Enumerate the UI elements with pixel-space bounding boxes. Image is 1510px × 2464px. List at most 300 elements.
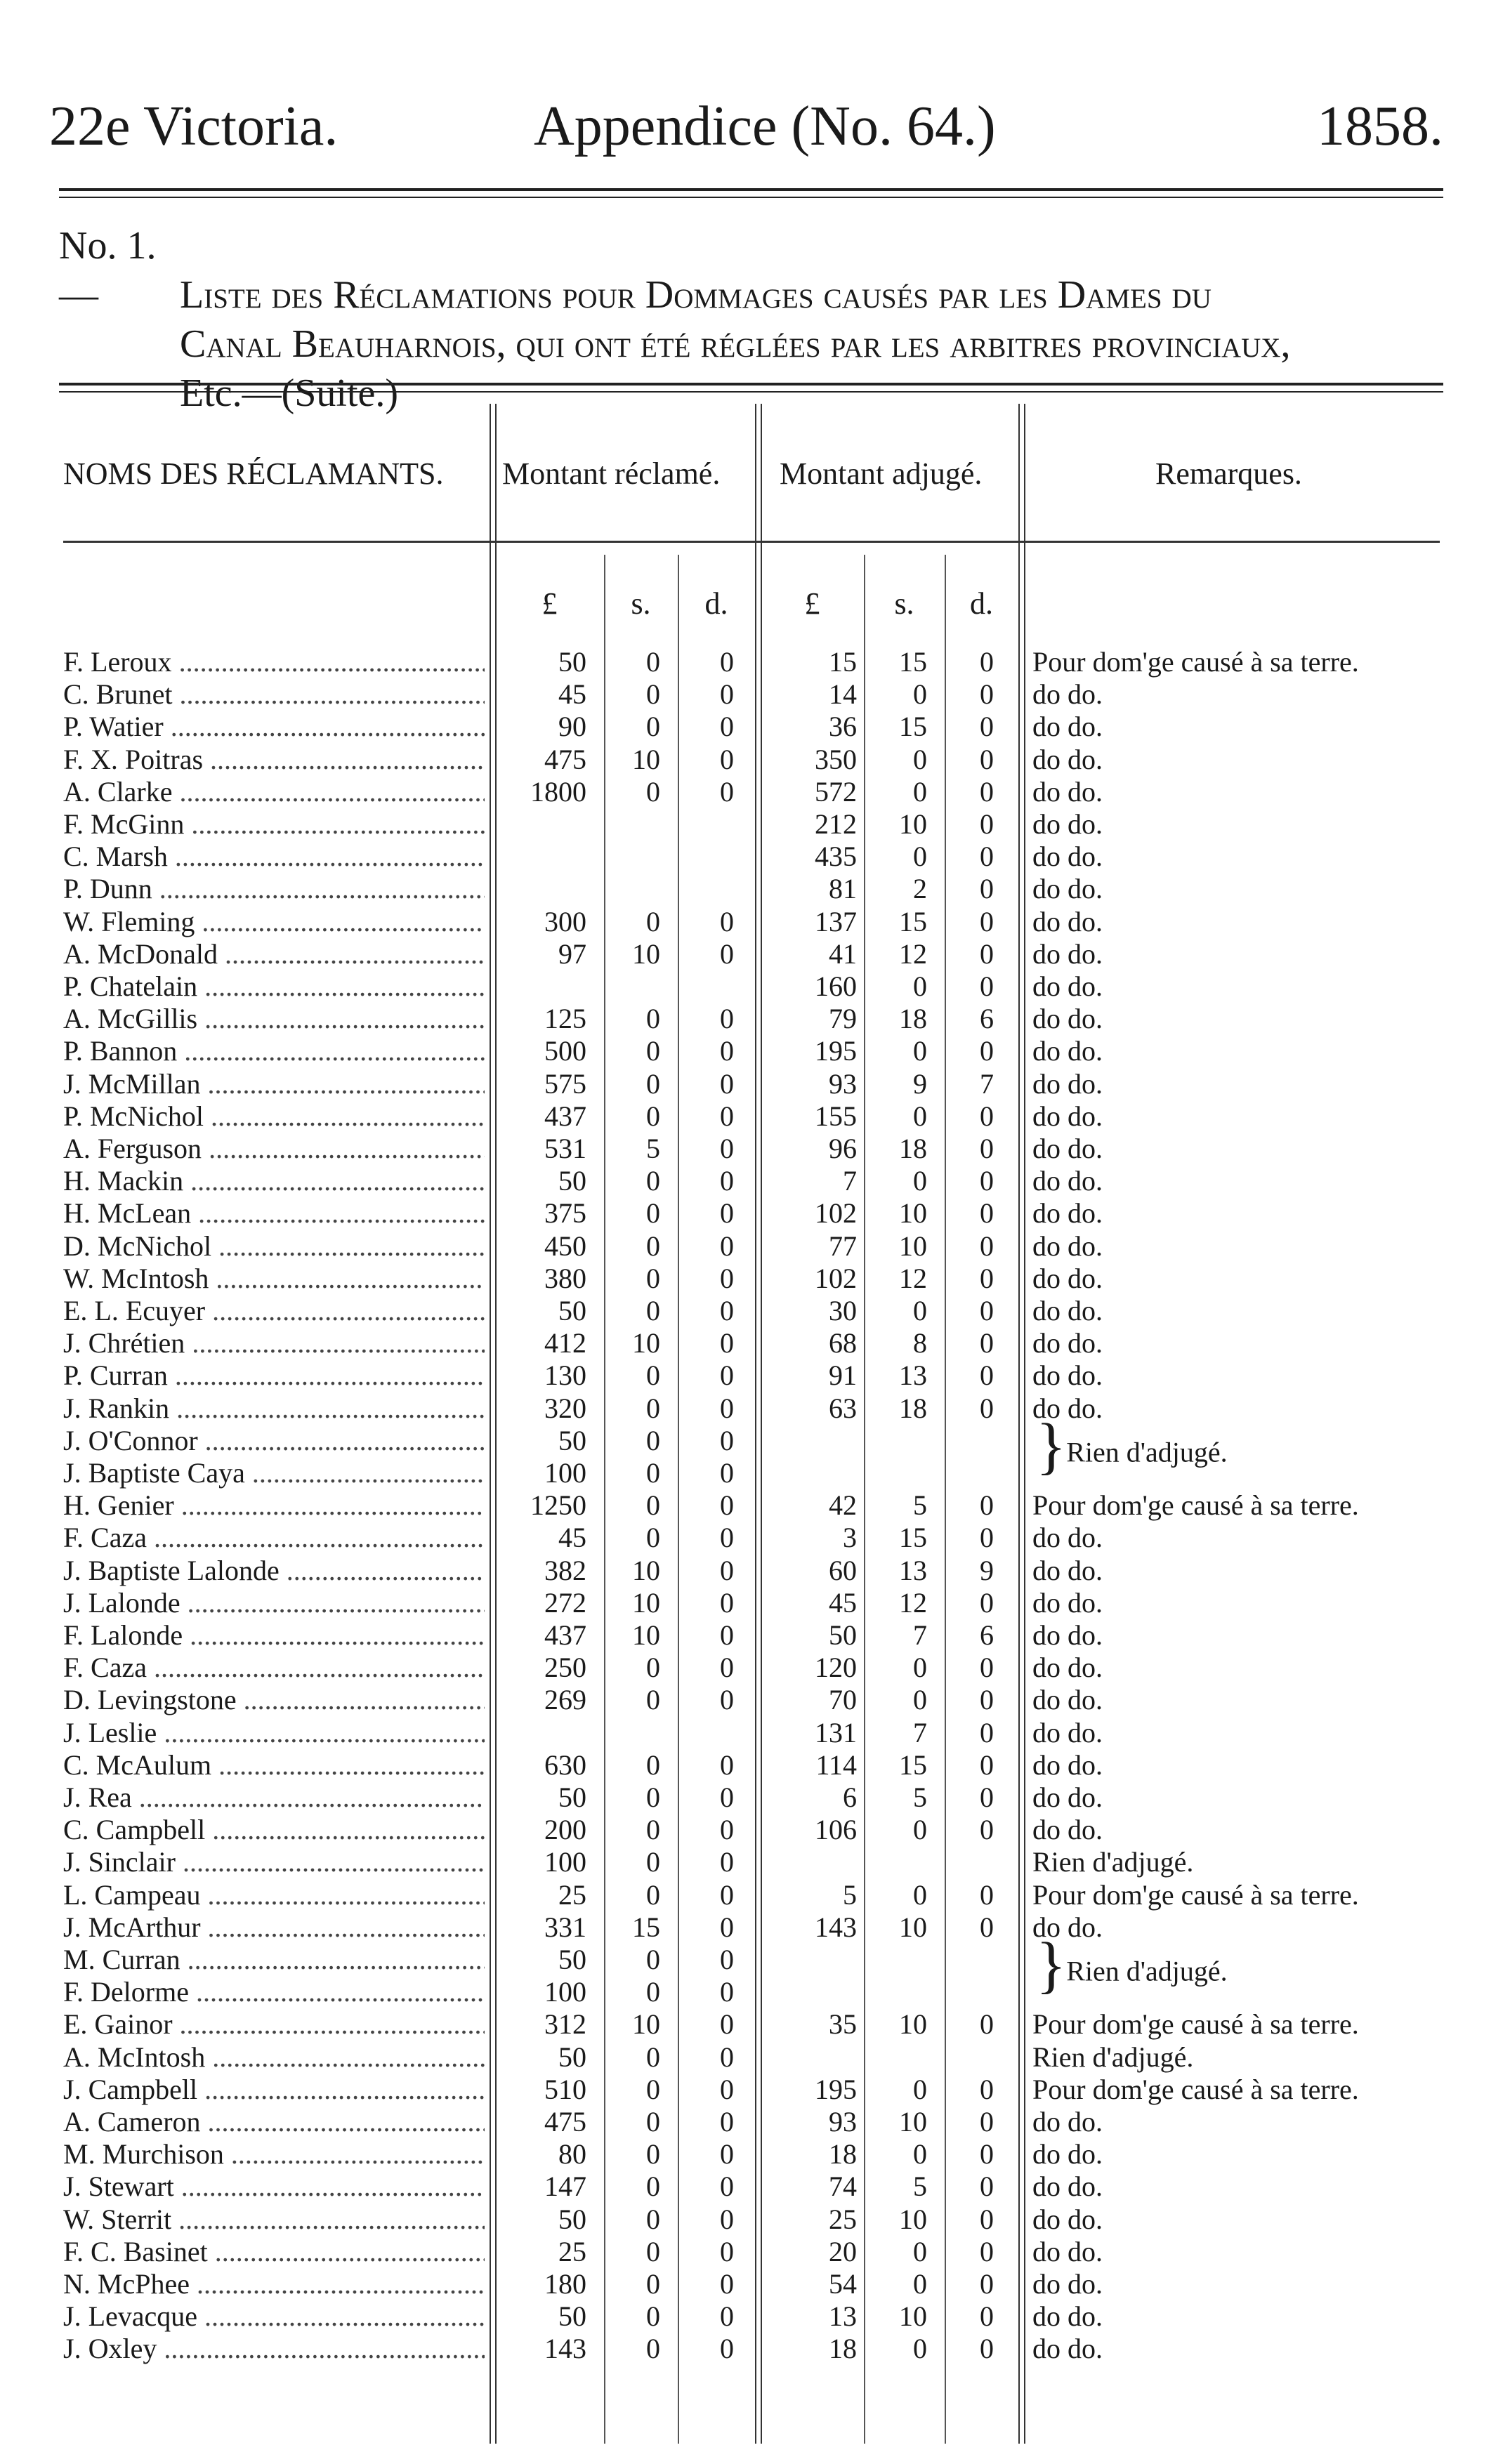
title-number: No. 1.— xyxy=(59,224,157,317)
awarded-pence: 0 xyxy=(980,1489,994,1522)
claimant-name: A. Ferguson ..... xyxy=(63,1133,485,1165)
claimed-shillings: 15 xyxy=(632,1911,660,1943)
table-row xyxy=(0,1684,1510,1716)
awarded-pence: 0 xyxy=(980,1035,994,1067)
table-row xyxy=(0,678,1510,711)
claimant-name: M. Curran ..... xyxy=(63,1944,485,1976)
awarded-pounds: 93 xyxy=(829,1067,857,1100)
awarded-shillings: 12 xyxy=(899,1262,927,1294)
remark: do do. xyxy=(1032,1684,1103,1716)
awarded-pounds: 18 xyxy=(829,2138,857,2170)
claimed-pounds: 475 xyxy=(544,2106,586,2137)
awarded-pence: 0 xyxy=(980,1522,994,1554)
table-row xyxy=(0,1392,1510,1425)
table-row xyxy=(0,1035,1510,1067)
awarded-shillings: 18 xyxy=(899,1133,927,1164)
claimed-pence: 0 xyxy=(720,1424,734,1456)
awarded-shillings: 9 xyxy=(913,1067,927,1100)
awarded-pence: 0 xyxy=(980,841,994,873)
awarded-pence: 0 xyxy=(980,1911,994,1943)
remark: do do. xyxy=(1032,1035,1103,1067)
claimed-pounds: 475 xyxy=(544,743,586,775)
awarded-pence: 6 xyxy=(980,1619,994,1651)
awarded-pence: 9 xyxy=(980,1554,994,1586)
awarded-pounds: 35 xyxy=(829,2008,857,2041)
claimed-pence: 0 xyxy=(720,1392,734,1424)
table-row xyxy=(0,776,1510,808)
remark: Rien d'adjugé. xyxy=(1032,1846,1194,1878)
claimed-shillings: 0 xyxy=(646,1359,660,1392)
claimed-shillings: 0 xyxy=(646,1165,660,1197)
claimed-pounds: 272 xyxy=(544,1586,586,1619)
table-row xyxy=(0,2333,1510,2365)
claimed-shillings: 0 xyxy=(646,1814,660,1846)
claimant-name: J. Leslie ..... xyxy=(63,1717,485,1749)
claimed-pounds: 125 xyxy=(544,1003,586,1035)
table-row xyxy=(0,1197,1510,1230)
table-row xyxy=(0,2106,1510,2138)
claimant-name: J. Baptiste Caya ..... xyxy=(63,1457,485,1489)
claimed-pounds: 300 xyxy=(544,905,586,937)
unit-pound: £ xyxy=(541,586,558,621)
awarded-shillings: 0 xyxy=(913,970,927,1002)
awarded-pence: 0 xyxy=(980,1684,994,1716)
claimed-shillings: 0 xyxy=(646,2106,660,2137)
remark: do do. xyxy=(1032,1652,1103,1684)
table-row xyxy=(0,1133,1510,1165)
awarded-pounds: 25 xyxy=(829,2203,857,2235)
awarded-pence: 0 xyxy=(980,1586,994,1619)
title-line-3: Etc.—(Suite.) xyxy=(180,371,399,415)
claimed-pounds: 412 xyxy=(544,1327,586,1359)
remark: do do. xyxy=(1032,2106,1103,2137)
claimed-shillings: 0 xyxy=(646,1003,660,1035)
awarded-shillings: 12 xyxy=(899,1586,927,1619)
claimed-shillings: 0 xyxy=(646,905,660,937)
awarded-pence: 0 xyxy=(980,873,994,905)
remark: do do. xyxy=(1032,2170,1103,2203)
claimed-pence: 0 xyxy=(720,1554,734,1586)
remark: do do. xyxy=(1032,1619,1103,1651)
claimant-name: A. McGillis ..... xyxy=(63,1003,485,1035)
claimant-name: M. Murchison ..... xyxy=(63,2138,485,2170)
claimed-shillings: 0 xyxy=(646,775,660,808)
table-row xyxy=(0,1263,1510,1295)
remark: do do. xyxy=(1032,2268,1103,2300)
claimed-pounds: 45 xyxy=(558,678,586,711)
claimed-shillings: 10 xyxy=(632,937,660,970)
awarded-shillings: 0 xyxy=(913,2333,927,2365)
claimant-name: F. Leroux ..... xyxy=(63,646,485,678)
claimed-pence: 0 xyxy=(720,937,734,970)
awarded-pence: 0 xyxy=(980,1295,994,1326)
awarded-shillings: 15 xyxy=(899,646,927,678)
claimant-name: F. X. Poitras ..... xyxy=(63,744,485,776)
claimed-shillings: 0 xyxy=(646,2333,660,2365)
awarded-shillings: 18 xyxy=(899,1392,927,1424)
claimant-name: C. McAulum ..... xyxy=(63,1749,485,1781)
awarded-pounds: 7 xyxy=(843,1165,857,1197)
unit-shilling: s. xyxy=(894,586,914,621)
brace-glyph: } xyxy=(1036,1411,1067,1481)
table-row xyxy=(0,2170,1510,2203)
awarded-pounds: 572 xyxy=(815,775,857,808)
claimed-pounds: 375 xyxy=(544,1197,586,1230)
awarded-pounds: 79 xyxy=(829,1003,857,1035)
table-row xyxy=(0,711,1510,743)
claimed-shillings: 5 xyxy=(646,1133,660,1164)
awarded-pounds: 30 xyxy=(829,1295,857,1326)
awarded-pounds: 74 xyxy=(829,2170,857,2203)
remark: do do. xyxy=(1032,1522,1103,1554)
awarded-pounds: 114 xyxy=(815,1748,857,1781)
claimed-shillings: 0 xyxy=(646,1262,660,1294)
remark: do do. xyxy=(1032,1359,1103,1392)
unit-pence: d. xyxy=(704,586,728,621)
remark: do do. xyxy=(1032,1133,1103,1164)
awarded-shillings: 10 xyxy=(899,2106,927,2137)
awarded-shillings: 0 xyxy=(913,1652,927,1684)
awarded-shillings: 0 xyxy=(913,1814,927,1846)
claimed-pounds: 130 xyxy=(544,1359,586,1392)
claimant-name: C. Campbell ..... xyxy=(63,1814,485,1846)
table-row xyxy=(0,744,1510,776)
awarded-pounds: 143 xyxy=(815,1911,857,1943)
claimed-shillings: 0 xyxy=(646,1781,660,1813)
table-row xyxy=(0,2300,1510,2333)
claimant-name: J. Rea ..... xyxy=(63,1781,485,1814)
claimed-pounds: 269 xyxy=(544,1684,586,1716)
remark: do do. xyxy=(1032,1100,1103,1132)
awarded-pounds: 3 xyxy=(843,1522,857,1554)
claimed-shillings: 0 xyxy=(646,1392,660,1424)
awarded-pence: 0 xyxy=(980,970,994,1002)
awarded-pounds: 212 xyxy=(815,808,857,840)
claimed-pence: 0 xyxy=(720,1327,734,1359)
awarded-pounds: 63 xyxy=(829,1392,857,1424)
remark: do do. xyxy=(1032,1295,1103,1326)
table-row xyxy=(0,1879,1510,1911)
claimed-shillings: 0 xyxy=(646,1457,660,1489)
awarded-shillings: 0 xyxy=(913,2138,927,2170)
awarded-pounds: 15 xyxy=(829,646,857,678)
claimant-name: P. Curran ..... xyxy=(63,1359,485,1392)
remark: do do. xyxy=(1032,841,1103,873)
awarded-pence: 0 xyxy=(980,1165,994,1197)
remark: do do. xyxy=(1032,678,1103,711)
brace-remark-text: Rien d'adjugé. xyxy=(1066,1955,1228,1987)
claimed-shillings: 0 xyxy=(646,1067,660,1100)
claimed-pence: 0 xyxy=(720,1846,734,1878)
awarded-shillings: 10 xyxy=(899,2008,927,2041)
claimant-name: E. L. Ecuyer ..... xyxy=(63,1295,485,1327)
awarded-pounds: 70 xyxy=(829,1684,857,1716)
claimed-shillings: 0 xyxy=(646,2138,660,2170)
claimant-name: F. Caza ..... xyxy=(63,1652,485,1684)
awarded-pounds: 41 xyxy=(829,937,857,970)
remark: do do. xyxy=(1032,2235,1103,2267)
awarded-pounds: 91 xyxy=(829,1359,857,1392)
claimed-shillings: 0 xyxy=(646,1197,660,1230)
awarded-pence: 0 xyxy=(980,2268,994,2300)
awarded-shillings: 15 xyxy=(899,1522,927,1554)
awarded-pence: 0 xyxy=(980,1652,994,1684)
claimant-name: F. McGinn ..... xyxy=(63,808,485,841)
awarded-pounds: 106 xyxy=(815,1814,857,1846)
awarded-pounds: 18 xyxy=(829,2333,857,2365)
remark: do do. xyxy=(1032,937,1103,970)
table-row xyxy=(0,1295,1510,1327)
awarded-shillings: 0 xyxy=(913,1035,927,1067)
table-row xyxy=(0,2074,1510,2106)
claimant-name: P. Chatelain ..... xyxy=(63,970,485,1003)
brace-remark xyxy=(1036,1411,1228,1484)
claimed-pence: 0 xyxy=(720,1814,734,1846)
claimed-pounds: 50 xyxy=(558,1424,586,1456)
claimant-name: F. Delorme ..... xyxy=(63,1976,485,2008)
remark: Pour dom'ge causé à sa terre. xyxy=(1032,1878,1359,1911)
remark: do do. xyxy=(1032,1262,1103,1294)
brace-remark xyxy=(1036,1930,1228,2003)
claimant-name: J. Chrétien ..... xyxy=(63,1327,485,1359)
claimant-name: P. McNichol ..... xyxy=(63,1100,485,1133)
claimed-pounds: 50 xyxy=(558,1165,586,1197)
remark: Pour dom'ge causé à sa terre. xyxy=(1032,646,1359,678)
claimed-pounds: 180 xyxy=(544,2268,586,2300)
awarded-pounds: 14 xyxy=(829,678,857,711)
claimant-name: H. McLean ..... xyxy=(63,1197,485,1230)
table-row xyxy=(0,1489,1510,1522)
awarded-pence: 0 xyxy=(980,1814,994,1846)
remark: do do. xyxy=(1032,2203,1103,2235)
awarded-pence: 0 xyxy=(980,1716,994,1748)
claimed-pence: 0 xyxy=(720,2073,734,2105)
awarded-shillings: 13 xyxy=(899,1359,927,1392)
awarded-pence: 0 xyxy=(980,775,994,808)
claimant-name: A. Cameron ..... xyxy=(63,2106,485,2138)
header-year: 1858. xyxy=(1317,95,1443,157)
claimed-pence: 0 xyxy=(720,678,734,711)
table-row xyxy=(0,1165,1510,1197)
claimed-pounds: 100 xyxy=(544,1457,586,1489)
table-row xyxy=(0,1652,1510,1684)
awarded-shillings: 0 xyxy=(913,2235,927,2267)
claimant-name: C. Marsh ..... xyxy=(63,841,485,873)
claimed-shillings: 0 xyxy=(646,1035,660,1067)
running-header xyxy=(49,91,1443,162)
awarded-pounds: 102 xyxy=(815,1197,857,1230)
table-row xyxy=(0,1425,1510,1457)
awarded-shillings: 7 xyxy=(913,1619,927,1651)
claimed-shillings: 0 xyxy=(646,1878,660,1911)
claimed-pence: 0 xyxy=(720,1262,734,1294)
table-row xyxy=(0,1522,1510,1554)
table-row xyxy=(0,970,1510,1003)
claimed-pounds: 90 xyxy=(558,711,586,743)
header-appendix: Appendice (No. 64.) xyxy=(534,95,996,157)
table-row xyxy=(0,873,1510,905)
claimant-name: L. Campeau ..... xyxy=(63,1879,485,1911)
claimed-pounds: 510 xyxy=(544,2073,586,2105)
claimed-shillings: 0 xyxy=(646,646,660,678)
awarded-pence: 0 xyxy=(980,1392,994,1424)
claimed-pence: 0 xyxy=(720,775,734,808)
awarded-shillings: 10 xyxy=(899,808,927,840)
remark: do do. xyxy=(1032,2138,1103,2170)
table-row xyxy=(0,1944,1510,1976)
claimant-name: E. Gainor ..... xyxy=(63,2008,485,2041)
header-rule xyxy=(59,188,1443,198)
awarded-pence: 0 xyxy=(980,1327,994,1359)
awarded-shillings: 15 xyxy=(899,905,927,937)
remark: do do. xyxy=(1032,905,1103,937)
table-row xyxy=(0,2268,1510,2300)
claimed-pence: 0 xyxy=(720,1197,734,1230)
col-header-remarks: Remarques. xyxy=(1155,456,1302,491)
claimed-pounds: 97 xyxy=(558,937,586,970)
claimant-name: F. Caza ..... xyxy=(63,1522,485,1554)
remark: do do. xyxy=(1032,1327,1103,1359)
awarded-shillings: 10 xyxy=(899,2203,927,2235)
claimed-pounds: 45 xyxy=(558,1522,586,1554)
table-row xyxy=(0,2236,1510,2268)
claimed-pounds: 80 xyxy=(558,2138,586,2170)
col-header-claimed: Montant réclamé. xyxy=(502,456,721,491)
remark: Rien d'adjugé. xyxy=(1032,2041,1194,2073)
claimant-name: J. Stewart ..... xyxy=(63,2170,485,2203)
claimed-pence: 0 xyxy=(720,1100,734,1132)
awarded-shillings: 0 xyxy=(913,1295,927,1326)
claimed-pence: 0 xyxy=(720,1684,734,1716)
awarded-pounds: 195 xyxy=(815,2073,857,2105)
remark: do do. xyxy=(1032,1554,1103,1586)
claimed-shillings: 0 xyxy=(646,1100,660,1132)
awarded-pounds: 155 xyxy=(815,1100,857,1132)
claimed-pence: 0 xyxy=(720,2300,734,2333)
awarded-pence: 0 xyxy=(980,808,994,840)
claimed-pence: 0 xyxy=(720,646,734,678)
claimed-shillings: 0 xyxy=(646,678,660,711)
awarded-pounds: 102 xyxy=(815,1262,857,1294)
remark: do do. xyxy=(1032,1230,1103,1262)
claimed-pounds: 100 xyxy=(544,1976,586,2008)
header-separator xyxy=(63,541,1440,543)
table-row xyxy=(0,1230,1510,1263)
awarded-pence: 0 xyxy=(980,937,994,970)
remark: do do. xyxy=(1032,1165,1103,1197)
awarded-shillings: 12 xyxy=(899,937,927,970)
awarded-pounds: 350 xyxy=(815,743,857,775)
remark: do do. xyxy=(1032,1003,1103,1035)
awarded-pounds: 435 xyxy=(815,841,857,873)
table-row xyxy=(0,1749,1510,1781)
awarded-shillings: 15 xyxy=(899,1748,927,1781)
awarded-pence: 0 xyxy=(980,1359,994,1392)
awarded-shillings: 10 xyxy=(899,1197,927,1230)
awarded-pounds: 20 xyxy=(829,2235,857,2267)
table-row xyxy=(0,2138,1510,2170)
remark: do do. xyxy=(1032,2333,1103,2365)
awarded-pence: 0 xyxy=(980,2008,994,2041)
table-row xyxy=(0,2041,1510,2074)
claimed-pence: 0 xyxy=(720,2138,734,2170)
awarded-pounds: 93 xyxy=(829,2106,857,2137)
table-row xyxy=(0,1327,1510,1359)
claimed-pence: 0 xyxy=(720,1976,734,2008)
remark: do do. xyxy=(1032,743,1103,775)
claimed-shillings: 0 xyxy=(646,711,660,743)
claimant-name: J. Baptiste Lalonde ..... xyxy=(63,1555,485,1587)
claimant-name: H. Mackin ..... xyxy=(63,1165,485,1197)
claimed-shillings: 10 xyxy=(632,1586,660,1619)
col-header-names: NOMS DES RÉCLAMANTS. xyxy=(63,456,444,491)
remark: do do. xyxy=(1032,873,1103,905)
claimed-pence: 0 xyxy=(720,2333,734,2365)
awarded-shillings: 0 xyxy=(913,1165,927,1197)
claimed-pounds: 500 xyxy=(544,1035,586,1067)
table-row xyxy=(0,1619,1510,1652)
claimant-name: J. Sinclair ..... xyxy=(63,1846,485,1878)
claimant-name: C. Brunet ..... xyxy=(63,678,485,711)
awarded-pounds: 54 xyxy=(829,2268,857,2300)
awarded-shillings: 5 xyxy=(913,1781,927,1813)
claimed-pence: 0 xyxy=(720,1911,734,1943)
claimed-shillings: 10 xyxy=(632,1554,660,1586)
claimed-pence: 0 xyxy=(720,1133,734,1164)
awarded-pence: 0 xyxy=(980,2106,994,2137)
claimant-name: W. Fleming ..... xyxy=(63,906,485,938)
claimed-shillings: 10 xyxy=(632,1327,660,1359)
claimed-pence: 0 xyxy=(720,1781,734,1813)
claimed-shillings: 0 xyxy=(646,1489,660,1522)
claimed-shillings: 10 xyxy=(632,1619,660,1651)
claimed-shillings: 0 xyxy=(646,2073,660,2105)
claimed-pounds: 1250 xyxy=(530,1489,586,1522)
remark: Pour dom'ge causé à sa terre. xyxy=(1032,2073,1359,2105)
claimed-pounds: 450 xyxy=(544,1230,586,1262)
col-header-awarded: Montant adjugé. xyxy=(780,456,983,491)
table-row xyxy=(0,1717,1510,1749)
claimed-pence: 0 xyxy=(720,2106,734,2137)
claimed-shillings: 0 xyxy=(646,2170,660,2203)
title-line-1: Liste des Réclamations pour Dommages causés par les Dames du xyxy=(180,273,1212,317)
claimant-name: P. Dunn ..... xyxy=(63,873,485,905)
awarded-pence: 0 xyxy=(980,1230,994,1262)
claimed-shillings: 0 xyxy=(646,1846,660,1878)
table-row xyxy=(0,1457,1510,1489)
remark: do do. xyxy=(1032,1748,1103,1781)
claimed-shillings: 0 xyxy=(646,1976,660,2008)
claimant-name: J. McArthur ..... xyxy=(63,1911,485,1944)
table-row xyxy=(0,646,1510,678)
awarded-pence: 0 xyxy=(980,1748,994,1781)
remark: do do. xyxy=(1032,1716,1103,1748)
claimed-pounds: 50 xyxy=(558,1944,586,1975)
table-row xyxy=(0,808,1510,841)
remark: do do. xyxy=(1032,1197,1103,1230)
brace-glyph: } xyxy=(1036,1930,1067,2000)
claimed-pence: 0 xyxy=(720,1944,734,1975)
awarded-pence: 0 xyxy=(980,646,994,678)
claimed-pounds: 437 xyxy=(544,1100,586,1132)
awarded-pounds: 50 xyxy=(829,1619,857,1651)
claimant-name: N. McPhee ..... xyxy=(63,2268,485,2300)
awarded-pence: 0 xyxy=(980,2073,994,2105)
claimed-shillings: 0 xyxy=(646,1652,660,1684)
claimed-pounds: 50 xyxy=(558,646,586,678)
awarded-pence: 0 xyxy=(980,2333,994,2365)
awarded-pence: 0 xyxy=(980,743,994,775)
